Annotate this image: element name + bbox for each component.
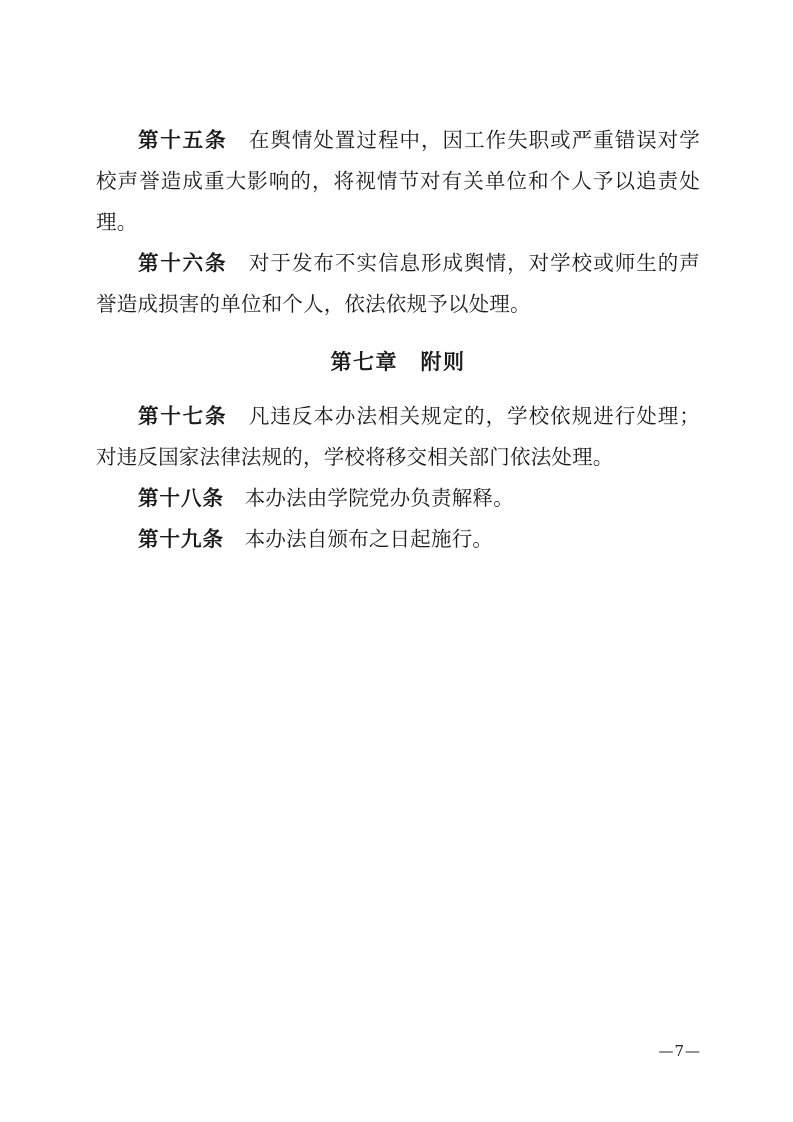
article-19 (96, 519, 700, 560)
article-18-lead: 第十八条 (138, 486, 224, 510)
article-15 (96, 120, 700, 243)
article-19-text: 本办法自颁布之日起施行。 (244, 527, 494, 551)
article-18 (96, 478, 700, 519)
article-15-lead: 第十五条 (138, 128, 228, 152)
article-16 (96, 243, 700, 325)
article-16-spacer (227, 251, 249, 275)
article-17-spacer (227, 404, 249, 428)
article-17-lead: 第十七条 (138, 404, 228, 428)
article-18-text: 本办法由学院党办负责解释。 (244, 486, 514, 510)
article-19-spacer (224, 527, 245, 551)
article-16-lead: 第十六条 (138, 251, 228, 275)
page-number: —7— (658, 1042, 701, 1060)
article-18-spacer (224, 486, 245, 510)
article-17 (96, 396, 700, 478)
article-15-spacer (227, 128, 249, 152)
chapter-heading: 第七章 附则 (330, 349, 466, 374)
article-16-text: 对于发布不实信息形成舆情，对学校或师生的声誉造成损害的单位和个人，依法依规予以处理。 (96, 251, 701, 316)
article-19-lead: 第十九条 (138, 527, 224, 551)
document-body (96, 120, 700, 560)
article-17-text: 凡违反本办法相关规定的，学校依规进行处理；对违反国家法律法规的，学校将移交相关部门依法处理。 (96, 404, 701, 469)
article-15-text: 在舆情处置过程中，因工作失职或严重错误对学校声誉造成重大影响的，将视情节对有关单位和个人予以追责处理。 (96, 128, 701, 234)
